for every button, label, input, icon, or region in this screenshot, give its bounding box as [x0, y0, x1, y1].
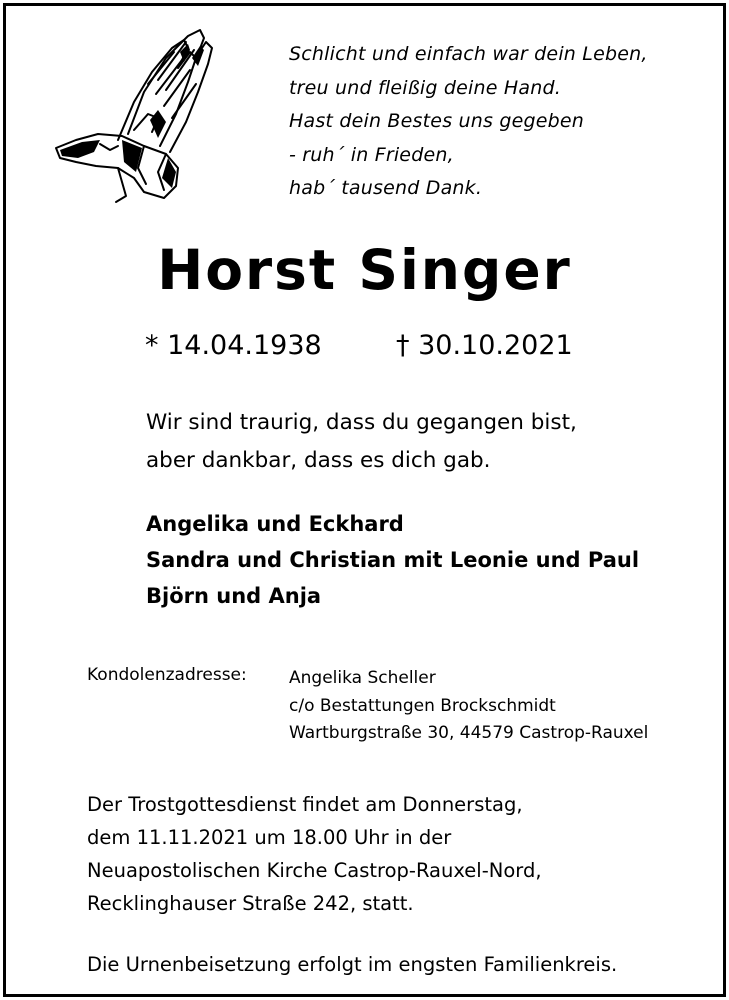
service-line: dem 11.11.2021 um 18.00 Uhr in der [87, 826, 452, 849]
condolence-address [289, 665, 648, 748]
address-line: Angelika Scheller [289, 668, 436, 688]
poem-line: Schlicht und einfach war dein Leben, [289, 43, 648, 65]
memorial-quote [146, 404, 577, 480]
service-line: Recklinghauser Straße 242, statt. [87, 892, 414, 915]
quote-line: Wir sind traurig, dass du gegangen bist, [146, 410, 577, 435]
mourner-line: Angelika und Eckhard [146, 512, 404, 536]
poem-line: hab´ tausend Dank. [289, 177, 483, 199]
service-line: Neuapostolischen Kirche Castrop-Rauxel-Nord, [87, 859, 542, 882]
service-line: Der Trostgottesdienst findet am Donnerstag, [87, 793, 523, 816]
burial-note: Die Urnenbeisetzung erfolgt im engsten Familienkreis. [87, 953, 618, 976]
service-info [87, 788, 542, 920]
praying-hands-icon [48, 22, 223, 207]
poem-line: - ruh´ in Frieden, [289, 143, 454, 166]
birth-date: * 14.04.1938 [145, 330, 322, 361]
deceased-name: Horst Singer [157, 238, 572, 302]
mourner-line: Björn und Anja [146, 584, 322, 608]
address-line: c/o Bestattungen Brockschmidt [289, 695, 556, 716]
poem-line: Hast dein Bestes uns gegeben [289, 110, 585, 132]
mourner-line: Sandra und Christian mit Leonie und Paul [146, 548, 640, 572]
address-line: Wartburgstraße 30, 44579 Castrop-Rauxel [289, 723, 649, 743]
poem-line: treu und fleißig deine Hand. [289, 76, 561, 99]
quote-line: aber dankbar, dass es dich gab. [146, 448, 491, 473]
poem [289, 38, 648, 206]
condolence-label: Kondolenzadresse: [87, 665, 247, 685]
death-date: † 30.10.2021 [396, 330, 573, 361]
mourners-list [146, 506, 639, 614]
